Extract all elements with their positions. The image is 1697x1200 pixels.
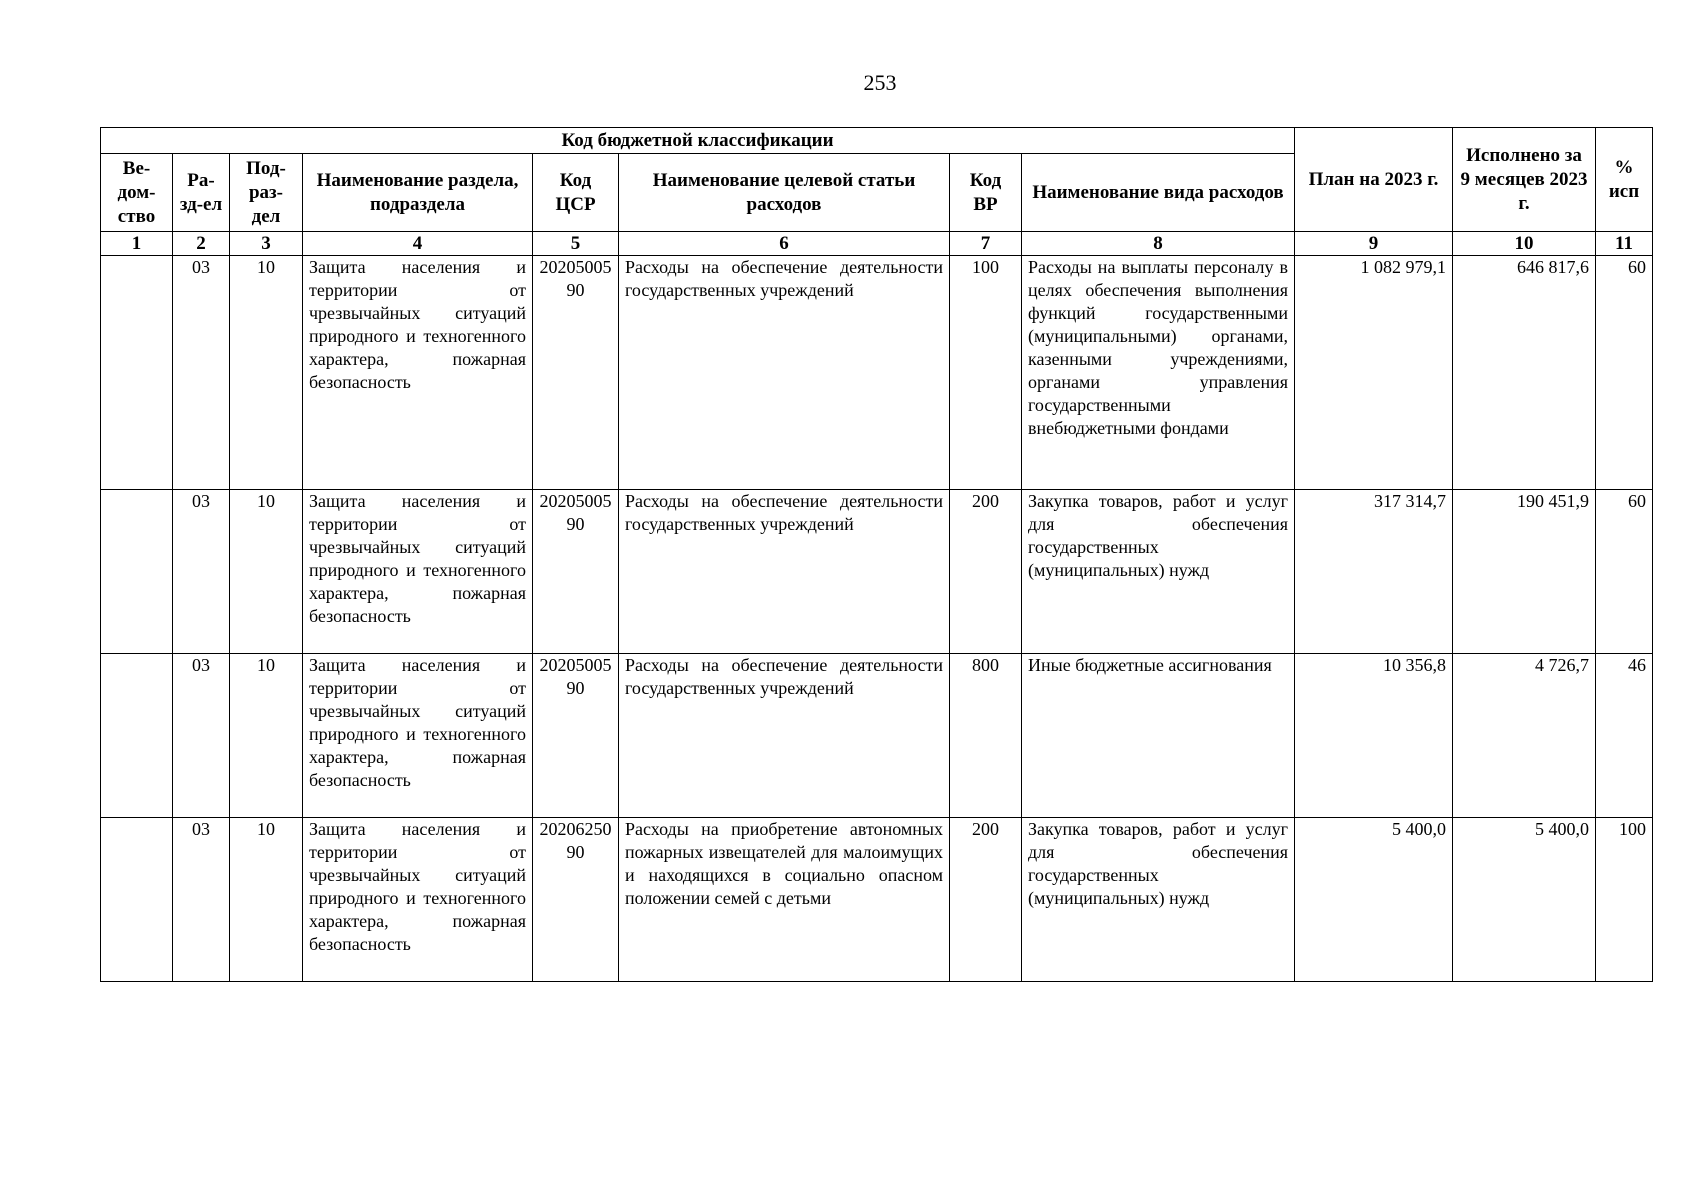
- cell-vedomstvo: [101, 654, 173, 818]
- cell-csr-code: 2020500590: [533, 490, 619, 654]
- cell-vr-code: 200: [950, 818, 1022, 982]
- cell-executed: 646 817,6: [1453, 256, 1596, 490]
- cell-vr-code: 200: [950, 490, 1022, 654]
- header-csr-code: Код ЦСР: [533, 154, 619, 232]
- cell-section-name: Защита населения и территории от чрезвычайных ситуаций природного и техногенного характера, пожарная безопасность: [303, 818, 533, 982]
- cell-vedomstvo: [101, 490, 173, 654]
- cell-razdel: 03: [173, 818, 230, 982]
- cell-percent: 60: [1596, 256, 1653, 490]
- header-percent: % исп: [1596, 128, 1653, 232]
- table-row: [101, 818, 1653, 982]
- column-number: 9: [1295, 232, 1453, 256]
- cell-target-item-name: Расходы на обеспечение деятельности государственных учреждений: [619, 256, 950, 490]
- header-target-item-name: Наименование целевой статьи расходов: [619, 154, 950, 232]
- cell-expense-type-name: Расходы на выплаты персоналу в целях обеспечения выполнения функций государственными (муниципальными) органами, казенными учреждениями, органами управления государственными внебюджетными фондами: [1022, 256, 1295, 490]
- cell-podrazdel: 10: [230, 256, 303, 490]
- cell-vedomstvo: [101, 256, 173, 490]
- cell-section-name: Защита населения и территории от чрезвычайных ситуаций природного и техногенного характера, пожарная безопасность: [303, 256, 533, 490]
- column-number: 4: [303, 232, 533, 256]
- cell-executed: 4 726,7: [1453, 654, 1596, 818]
- table-row: [101, 256, 1653, 490]
- cell-target-item-name: Расходы на обеспечение деятельности государственных учреждений: [619, 654, 950, 818]
- column-number: 10: [1453, 232, 1596, 256]
- cell-executed: 5 400,0: [1453, 818, 1596, 982]
- column-number: 11: [1596, 232, 1653, 256]
- cell-section-name: Защита населения и территории от чрезвычайных ситуаций природного и техногенного характера, пожарная безопасность: [303, 654, 533, 818]
- column-number: 3: [230, 232, 303, 256]
- cell-vr-code: 100: [950, 256, 1022, 490]
- cell-section-name: Защита населения и территории от чрезвычайных ситуаций природного и техногенного характера, пожарная безопасность: [303, 490, 533, 654]
- budget-table: [100, 127, 1653, 982]
- cell-target-item-name: Расходы на обеспечение деятельности государственных учреждений: [619, 490, 950, 654]
- cell-vedomstvo: [101, 818, 173, 982]
- cell-plan: 10 356,8: [1295, 654, 1453, 818]
- cell-csr-code: 2020500590: [533, 654, 619, 818]
- cell-expense-type-name: Иные бюджетные ассигнования: [1022, 654, 1295, 818]
- table-row: [101, 490, 1653, 654]
- header-podrazdel: Под-раз-дел: [230, 154, 303, 232]
- cell-executed: 190 451,9: [1453, 490, 1596, 654]
- cell-plan: 317 314,7: [1295, 490, 1453, 654]
- header-razdel: Ра-зд-ел: [173, 154, 230, 232]
- cell-vr-code: 800: [950, 654, 1022, 818]
- cell-razdel: 03: [173, 654, 230, 818]
- cell-percent: 46: [1596, 654, 1653, 818]
- column-number: 8: [1022, 232, 1295, 256]
- column-number: 1: [101, 232, 173, 256]
- cell-target-item-name: Расходы на приобретение автономных пожарных извещателей для малоимущих и находящихся в социально опасном положении семей с детьми: [619, 818, 950, 982]
- cell-razdel: 03: [173, 490, 230, 654]
- cell-plan: 5 400,0: [1295, 818, 1453, 982]
- page-number: 253: [863, 70, 897, 95]
- header-plan: План на 2023 г.: [1295, 128, 1453, 232]
- header-vr-code: Код ВР: [950, 154, 1022, 232]
- table-row: [101, 654, 1653, 818]
- column-number: 7: [950, 232, 1022, 256]
- cell-percent: 60: [1596, 490, 1653, 654]
- header-vedomstvo: Ве-дом-ство: [101, 154, 173, 232]
- cell-plan: 1 082 979,1: [1295, 256, 1453, 490]
- cell-razdel: 03: [173, 256, 230, 490]
- column-number: 2: [173, 232, 230, 256]
- header-expense-type-name: Наименование вида расходов: [1022, 154, 1295, 232]
- header-budget-classification: Код бюджетной классификации: [101, 128, 1295, 154]
- header-section-name: Наименование раздела, подраздела: [303, 154, 533, 232]
- cell-podrazdel: 10: [230, 818, 303, 982]
- cell-csr-code: 2020500590: [533, 256, 619, 490]
- cell-podrazdel: 10: [230, 654, 303, 818]
- column-number: 5: [533, 232, 619, 256]
- cell-expense-type-name: Закупка товаров, работ и услуг для обеспечения государственных (муниципальных) нужд: [1022, 818, 1295, 982]
- cell-csr-code: 2020625090: [533, 818, 619, 982]
- header-executed: Исполнено за 9 месяцев 2023 г.: [1453, 128, 1596, 232]
- cell-percent: 100: [1596, 818, 1653, 982]
- cell-podrazdel: 10: [230, 490, 303, 654]
- cell-expense-type-name: Закупка товаров, работ и услуг для обеспечения государственных (муниципальных) нужд: [1022, 490, 1295, 654]
- column-number: 6: [619, 232, 950, 256]
